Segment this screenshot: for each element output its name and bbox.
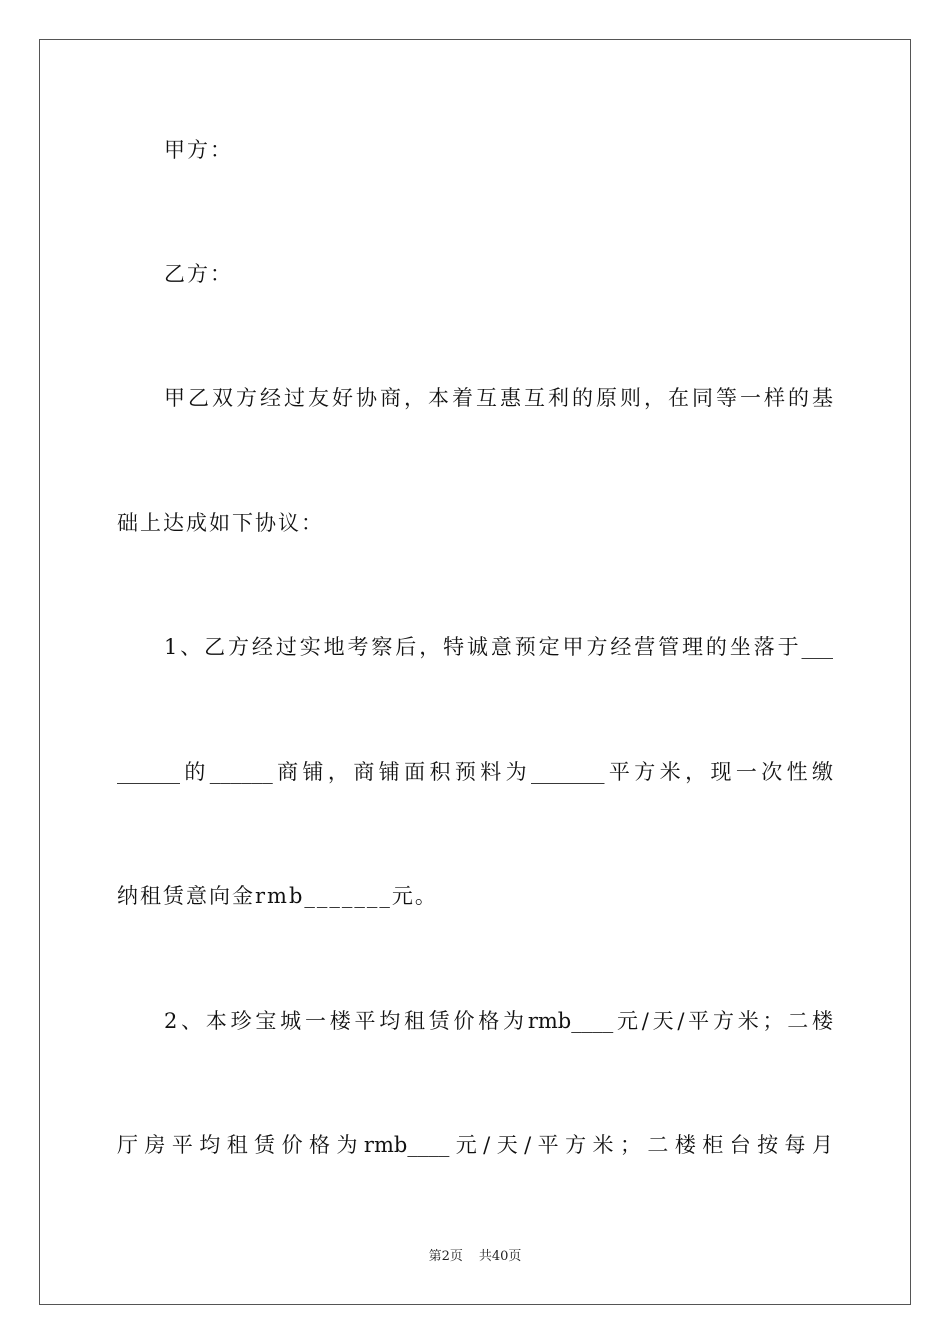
page-footer: [0, 1248, 950, 1266]
party-a-label: 甲方：: [164, 138, 233, 162]
clause-1-line-3: 纳租赁意向金rmb_______元。: [117, 884, 438, 908]
page-border: [39, 39, 911, 1305]
clause-2-line-1: 2、本珍宝城一楼平均租赁价格为rmb____元/天/平方米；二楼: [164, 1009, 833, 1033]
intro-paragraph-line-2: 础上达成如下协议：: [117, 511, 324, 535]
intro-paragraph-line-1: 甲乙双方经过友好协商，本着互惠互利的原则，在同等一样的基: [164, 386, 833, 410]
clause-1-line-1: 1、乙方经过实地考察后，特诚意预定甲方经营管理的坐落于___: [164, 635, 833, 659]
clause-2-line-2: 厅房平均租赁价格为rmb____元/天/平方米；二楼柜台按每月: [117, 1133, 833, 1157]
party-b-label: 乙方：: [164, 262, 233, 286]
page-number: 第2页: [428, 1249, 463, 1264]
total-pages: 共40页: [478, 1249, 522, 1264]
clause-1-line-2: ______的______商铺，商铺面积预料为_______平方米，现一次性缴: [117, 760, 833, 784]
